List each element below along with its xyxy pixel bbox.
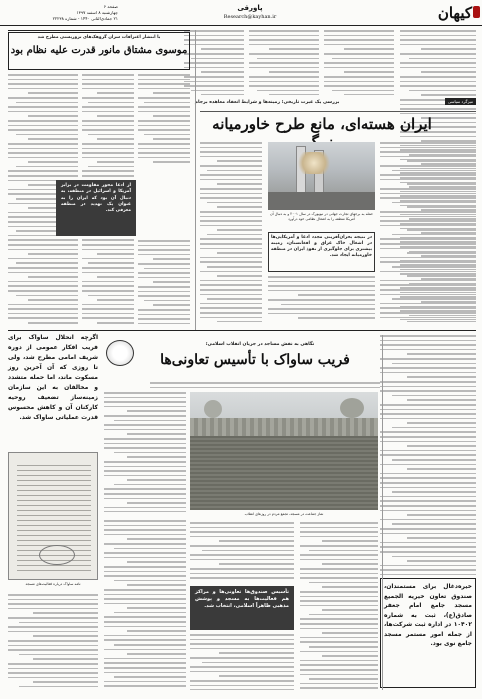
headline-rule [200,111,476,112]
lower-column-b [8,594,98,690]
top-left-article-top-rule [8,30,190,31]
bottom-dark-box [190,586,294,630]
lower-column-c [300,522,378,690]
lower-column-divider [382,335,383,690]
newspaper-logo: کیهان [437,4,472,22]
lower-column-d [190,522,294,582]
sidebar-dark-box-text: از ادعا محور مقاومت در برابر آمریکا و اسرائیل در منطقه، به دنبال آن بود که ایران را به عنوان یک تهدید در منطقه معرفی کند. [61,183,131,214]
savak-document-image [8,452,98,580]
savak-right-column [380,335,476,575]
issue-line: ۲۱ جمادی‌الثانی ۱۴۴۰ - شماره ۲۲۲۳۸ [52,16,118,21]
highlight-box [268,232,375,272]
top-left-headline: موسوی مشتاق مانور قدرت علیه نظام بود [10,45,188,56]
bottom-right-box [380,578,476,688]
savak-headline: فریب ساواک با تأسیس تعاونی‌ها [160,352,350,368]
savak-middle-text [150,382,380,392]
main-photo-caption: حمله به برجهای تجارت جهانی در نیویورک در سال ۲۰۰۱ و به دنبال آن آمریکا منطقه را به اشغال نظامی خود درآورد [269,212,374,221]
savak-section-rule [8,330,476,331]
savak-kicker: نگاهی به نقش مساجد در جریان انقلاب اسلامی؛ [205,342,315,347]
section-email[interactable]: Research@kayhan.ir [223,14,277,20]
top-left-column-1 [138,74,190,164]
bottom-right-box-text: خیره‌دغال برای مستمندان، صندوق تعاون خیریه الجمیع مسجد جامع امام جعفر صادق(ع)، ثبت به شماره ۱۰۴۰۲ در اداره ثبت شرکت‌ها، از جمله امور مستمر مسجد جامع نوی بود. [384,583,472,647]
date-line: چهارشنبه ۸ اسفند ۱۳۹۷ [76,10,118,15]
sidebar-dark-box [56,180,136,236]
main-column-3 [200,142,262,322]
lower-column-a [104,520,186,690]
masthead [0,2,482,26]
section-title: پاورقی [237,4,263,12]
main-article-kicker: بررسی یک عبرت تاریخی؛ زمینه‌ها و شرایط انعقاد معاهده برجام [194,100,340,105]
upper-column-4 [184,30,244,95]
left-quote: اگرچه انحلال ساواک برای فریب افکار عمومی از دوره شریف امامی مطرح شد، ولی تا روزی که آن آخرین روز مسکوت ماند، اما حمله متشدد و مخالفان به این سازمان زمینه‌ساز تضعیف روحیه کارکنان آن و کاهش محسوس قدرت عملیاتی ساواک شد. [8,334,98,421]
main-article-photo [268,142,375,210]
top-left-kicker: با انتشار اعترافات سران گروهک‌های تروریستی مطرح شد [37,35,161,40]
left-lower-column [104,392,186,512]
logo-emblem-icon [473,6,480,18]
highlight-box-text: در نتیجه بحران‌آفرینی مجدد ادعا و آمریکایی‌ها در اشغال خاک عراق و افغانستان، زمینه بیشتری برای جلوگیری از نفوذ ایران در منطقه خاورمیانه ایجاد شد. [271,235,372,258]
category-badge: میزگرد سیاسی [445,98,476,105]
top-left-column-1b [138,240,190,324]
main-column-1 [380,142,476,322]
top-left-article [8,32,190,70]
page-number: صفحه ۶ [103,4,118,9]
main-column-2 [268,276,375,321]
main-article-headline: ایران هسته‌ای، مانع طرح خاورمیانه [212,115,432,133]
upper-column-3 [249,30,319,95]
page-info [8,4,118,22]
document-caption: نامه ساواک درباره فعالیت‌های مسجد [25,582,81,586]
upper-column-2 [324,30,394,95]
savak-photo-caption: نماز جماعت در مسجد، تجمع مردم در روزهای انقلاب [244,512,324,516]
savak-crowd-photo [190,392,378,510]
column-divider [195,30,196,330]
bottom-dark-box-text: تأسیس صندوق‌ها تعاونی‌ها و مراکز هم فعالیت‌ها به مسجد و پوشش مذهبی ظاهراً اسلامی، انتخاب شد. [195,589,289,609]
savak-emblem-icon [106,340,134,366]
lower-column-e [190,634,294,690]
